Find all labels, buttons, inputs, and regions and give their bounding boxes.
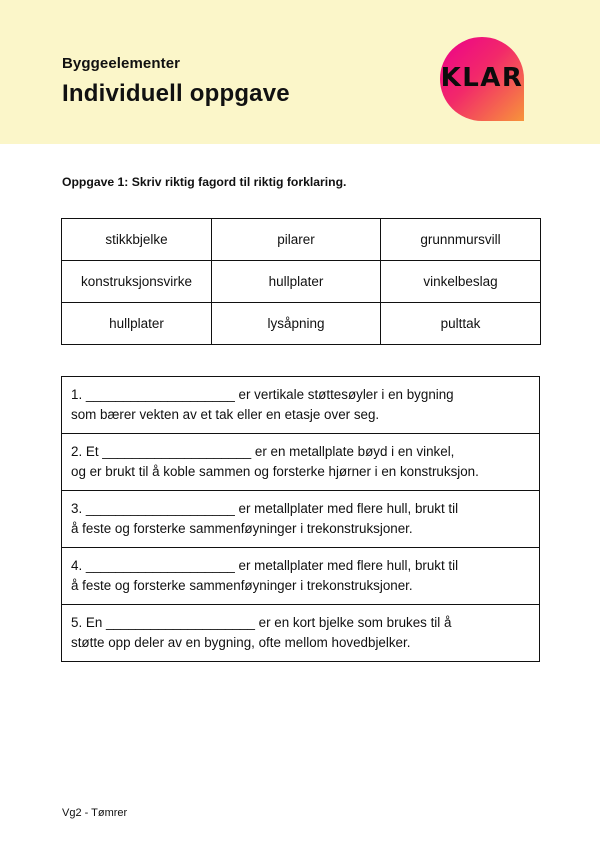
word-cell: grunnmursvill	[381, 219, 541, 261]
word-bank-table	[61, 218, 541, 345]
word-row	[62, 261, 541, 303]
word-cell: konstruksjonsvirke	[62, 261, 212, 303]
sentence-line: å feste og forsterke sammenføyninger i trekonstruksjoner.	[71, 521, 413, 536]
sentence-line: støtte opp deler av en bygning, ofte mellom hovedbjelker.	[71, 635, 411, 650]
word-cell: hullplater	[62, 303, 212, 345]
word-cell: vinkelbeslag	[381, 261, 541, 303]
sentence-line: og er brukt til å koble sammen og forsterke hjørner i en konstruksjon.	[71, 464, 479, 479]
task-instruction: Oppgave 1: Skriv riktig fagord til riktig forklaring.	[62, 175, 347, 189]
word-row	[62, 303, 541, 345]
sentence-row	[62, 605, 540, 662]
word-cell: stikkbjelke	[62, 219, 212, 261]
word-cell: pulttak	[381, 303, 541, 345]
sentence-line: som bærer vekten av et tak eller en etasje over seg.	[71, 407, 380, 422]
sentence-cell	[62, 377, 540, 434]
sentence-line: å feste og forsterke sammenføyninger i trekonstruksjoner.	[71, 578, 413, 593]
footer-course-label: Vg2 - Tømrer	[62, 807, 128, 819]
word-row	[62, 219, 541, 261]
page-title: Individuell oppgave	[62, 80, 290, 107]
sentence-row	[62, 377, 540, 434]
subject-label: Byggeelementer	[62, 55, 181, 72]
sentence-row	[62, 434, 540, 491]
sentence-cell	[62, 548, 540, 605]
sentence-row	[62, 491, 540, 548]
word-cell: lysåpning	[212, 303, 381, 345]
sentence-line: 5. En ____________________ er en kort bjelke som brukes til å	[71, 615, 452, 630]
word-cell: pilarer	[212, 219, 381, 261]
sentence-cell	[62, 491, 540, 548]
sentence-cell	[62, 434, 540, 491]
sentence-line: 4. ____________________ er metallplater med flere hull, brukt til	[71, 558, 459, 573]
sentence-line: 1. ____________________ er vertikale støttesøyler i en bygning	[71, 387, 454, 402]
sentence-line: 3. ____________________ er metallplater med flere hull, brukt til	[71, 501, 459, 516]
sentence-row	[62, 548, 540, 605]
logo-text: KLAR	[440, 63, 524, 93]
sentence-cell	[62, 605, 540, 662]
klar-logo	[440, 37, 524, 121]
sentence-line: 2. Et ____________________ er en metallplate bøyd i en vinkel,	[71, 444, 455, 459]
sentence-table	[61, 376, 540, 662]
header-banner	[0, 0, 600, 144]
word-cell: hullplater	[212, 261, 381, 303]
